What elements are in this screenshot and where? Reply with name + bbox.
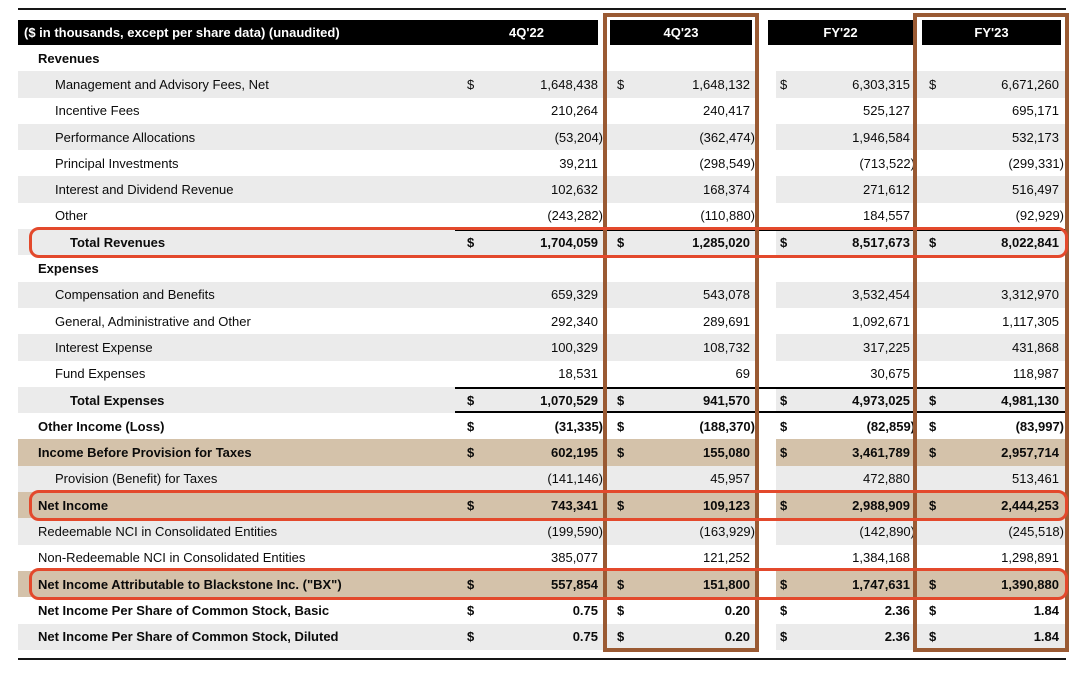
currency-symbol — [917, 150, 947, 176]
currency-symbol — [776, 176, 802, 202]
cell-value: 1,648,438 — [540, 76, 598, 92]
table-row — [18, 45, 1066, 71]
currency-symbol: $ — [780, 497, 788, 513]
cell-value: 532,173 — [1012, 129, 1059, 145]
currency-symbol — [455, 45, 483, 71]
column-gap — [757, 413, 776, 439]
cell-value: 431,868 — [1012, 339, 1059, 355]
currency-symbol — [776, 282, 802, 308]
currency-symbol — [455, 282, 483, 308]
currency-symbol: $ — [467, 576, 475, 592]
currency-symbol: $ — [917, 229, 947, 255]
currency-symbol — [455, 176, 483, 202]
cell-value: 6,303,315 — [852, 76, 910, 92]
table-row — [18, 229, 1066, 255]
cell-value: 8,022,841 — [947, 229, 1066, 255]
cell-value: 659,329 — [551, 287, 598, 303]
currency-symbol — [917, 124, 947, 150]
cell-value: 2.36 — [884, 629, 910, 645]
cell-value: (31,335) — [554, 418, 603, 434]
currency-symbol — [605, 255, 635, 281]
column-gap — [757, 545, 776, 571]
currency-symbol: $ — [929, 629, 937, 645]
currency-symbol: $ — [617, 76, 625, 92]
currency-symbol — [455, 518, 483, 544]
table-row — [18, 308, 1066, 334]
currency-symbol — [917, 334, 947, 360]
currency-symbol: $ — [617, 629, 625, 645]
currency-symbol — [917, 98, 947, 124]
cell-value: 292,340 — [551, 313, 598, 329]
currency-symbol — [776, 361, 802, 387]
currency-symbol: $ — [780, 629, 788, 645]
row-label: Incentive Fees — [55, 103, 140, 119]
table-body — [18, 45, 1066, 650]
currency-symbol — [917, 518, 947, 544]
cell-value: 210,264 — [551, 103, 598, 119]
column-gap — [757, 124, 776, 150]
currency-symbol — [917, 361, 947, 387]
table-row — [18, 98, 1066, 124]
column-gap — [757, 308, 776, 334]
currency-symbol — [455, 203, 483, 229]
currency-symbol: $ — [776, 387, 802, 413]
currency-symbol — [917, 282, 947, 308]
currency-symbol — [455, 98, 483, 124]
table-row — [18, 413, 1066, 439]
currency-symbol — [605, 545, 635, 571]
cell-value: 1.84 — [1033, 629, 1059, 645]
column-gap — [757, 282, 776, 308]
cell-value: 385,077 — [551, 550, 598, 566]
currency-symbol: $ — [917, 387, 947, 413]
currency-symbol: $ — [780, 76, 788, 92]
cell-value: (142,890) — [859, 523, 915, 539]
currency-symbol: $ — [467, 629, 475, 645]
cell-value: 0.75 — [572, 602, 598, 618]
table-row — [18, 545, 1066, 571]
column-gap — [757, 518, 776, 544]
column-gap — [757, 203, 776, 229]
currency-symbol — [605, 361, 635, 387]
cell-value: (298,549) — [699, 155, 755, 171]
currency-symbol — [776, 45, 802, 71]
table-row — [18, 361, 1066, 387]
cell-value — [483, 45, 605, 71]
cell-value: (243,282) — [547, 208, 603, 224]
currency-symbol: $ — [780, 418, 788, 434]
cell-value: 151,800 — [703, 576, 750, 592]
currency-symbol: $ — [929, 576, 937, 592]
table-row — [18, 282, 1066, 308]
cell-value: 941,570 — [635, 387, 757, 413]
cell-value: 1,117,305 — [1002, 313, 1059, 329]
currency-symbol: $ — [467, 445, 475, 461]
cell-value: 743,341 — [551, 497, 598, 513]
cell-value: (362,474) — [699, 129, 755, 145]
row-label: Other Income (Loss) — [38, 418, 165, 434]
cell-value: 3,461,789 — [852, 445, 910, 461]
currency-symbol — [455, 361, 483, 387]
row-label: Total Expenses — [70, 392, 165, 408]
column-header-fy22-cell — [776, 20, 917, 45]
cell-value: 602,195 — [551, 445, 598, 461]
currency-symbol: $ — [780, 576, 788, 592]
column-gap — [757, 176, 776, 202]
cell-value: 3,532,454 — [852, 287, 910, 303]
cell-value: 543,078 — [703, 287, 750, 303]
currency-symbol: $ — [617, 418, 625, 434]
currency-symbol — [776, 203, 802, 229]
cell-value: 109,123 — [703, 497, 750, 513]
row-label: Expenses — [38, 261, 99, 277]
table-row — [18, 439, 1066, 465]
currency-symbol — [917, 255, 947, 281]
column-header-fy23: FY'23 — [922, 20, 1061, 45]
column-gap — [757, 624, 776, 650]
currency-symbol: $ — [467, 418, 475, 434]
column-gap — [757, 387, 776, 413]
cell-value: 39,211 — [559, 155, 598, 171]
currency-symbol: $ — [455, 387, 483, 413]
row-label: Other — [55, 208, 88, 224]
cell-value: 2,444,253 — [1001, 497, 1059, 513]
cell-value: 3,312,970 — [1001, 287, 1059, 303]
currency-symbol — [917, 203, 947, 229]
cell-value: 69 — [735, 366, 750, 382]
currency-symbol — [605, 150, 635, 176]
cell-value: (163,929) — [699, 523, 755, 539]
cell-value: 168,374 — [703, 182, 750, 198]
cell-value: (110,880) — [700, 208, 755, 224]
currency-symbol: $ — [776, 229, 802, 255]
row-label: Compensation and Benefits — [55, 287, 215, 303]
cell-value: 118,987 — [1012, 366, 1059, 382]
column-gap — [757, 571, 776, 597]
column-gap — [757, 361, 776, 387]
currency-symbol: $ — [780, 602, 788, 618]
cell-value: 2,957,714 — [1001, 445, 1059, 461]
currency-symbol — [605, 308, 635, 334]
currency-symbol — [605, 45, 635, 71]
row-label: Net Income Per Share of Common Stock, Basic — [38, 602, 330, 618]
table-row — [18, 624, 1066, 650]
cell-value: (245,518) — [1008, 523, 1064, 539]
row-label: Net Income — [38, 497, 109, 513]
table-row — [18, 492, 1066, 518]
currency-symbol: $ — [617, 602, 625, 618]
currency-symbol — [455, 150, 483, 176]
currency-symbol: $ — [467, 76, 475, 92]
table-row — [18, 176, 1066, 202]
table-row — [18, 150, 1066, 176]
cell-value: 108,732 — [703, 339, 750, 355]
table-row — [18, 203, 1066, 229]
currency-symbol — [605, 124, 635, 150]
income-statement-table — [18, 8, 1066, 660]
currency-symbol — [605, 466, 635, 492]
cell-value: 271,612 — [863, 182, 910, 198]
cell-value: (82,859) — [866, 418, 915, 434]
column-header-4q22: 4Q'22 — [455, 20, 598, 45]
cell-value: 1,070,529 — [483, 387, 605, 413]
table-row — [18, 571, 1066, 597]
currency-symbol — [917, 466, 947, 492]
currency-symbol — [455, 308, 483, 334]
column-gap — [757, 229, 776, 255]
cell-value: 1,384,168 — [852, 550, 910, 566]
cell-value: (299,331) — [1008, 155, 1064, 171]
table-row — [18, 466, 1066, 492]
table-row — [18, 255, 1066, 281]
currency-symbol: $ — [929, 497, 937, 513]
bottom-divider — [18, 658, 1066, 660]
column-gap — [757, 334, 776, 360]
row-label: Fund Expenses — [55, 366, 146, 382]
column-gap — [757, 45, 776, 71]
row-label: Total Revenues — [70, 234, 166, 250]
currency-symbol: $ — [605, 229, 635, 255]
cell-value: 317,225 — [863, 339, 910, 355]
column-header-4q22-cell — [455, 20, 605, 45]
cell-value: 184,557 — [863, 208, 910, 224]
row-label: Revenues — [38, 50, 100, 66]
cell-value: 289,691 — [703, 313, 750, 329]
cell-value — [483, 255, 605, 281]
currency-symbol: $ — [467, 497, 475, 513]
column-gap — [757, 255, 776, 281]
row-label: Income Before Provision for Taxes — [38, 445, 252, 461]
currency-symbol — [776, 466, 802, 492]
cell-value — [802, 45, 917, 71]
row-label: Net Income Per Share of Common Stock, Diluted — [38, 629, 339, 645]
cell-value: (92,929) — [1015, 208, 1064, 224]
cell-value: 1,704,059 — [483, 229, 605, 255]
cell-value — [635, 255, 757, 281]
currency-symbol — [605, 282, 635, 308]
column-gap — [757, 597, 776, 623]
table-row — [18, 518, 1066, 544]
currency-symbol — [917, 308, 947, 334]
currency-symbol — [605, 176, 635, 202]
row-label: Redeemable NCI in Consolidated Entities — [38, 523, 278, 539]
row-label: Interest Expense — [55, 339, 153, 355]
cell-value: 0.20 — [724, 629, 750, 645]
currency-symbol: $ — [929, 445, 937, 461]
table-row — [18, 387, 1066, 413]
currency-symbol — [776, 255, 802, 281]
currency-symbol — [776, 545, 802, 571]
cell-value: 0.75 — [572, 629, 598, 645]
cell-value: 18,531 — [558, 366, 598, 382]
row-label: Provision (Benefit) for Taxes — [55, 471, 218, 487]
column-header-fy22: FY'22 — [768, 20, 913, 45]
currency-symbol — [917, 176, 947, 202]
currency-symbol: $ — [455, 229, 483, 255]
currency-symbol: $ — [929, 76, 937, 92]
currency-symbol — [455, 255, 483, 281]
cell-value — [947, 45, 1066, 71]
column-gap — [757, 439, 776, 465]
cell-value: 557,854 — [551, 576, 598, 592]
currency-symbol — [917, 545, 947, 571]
currency-symbol — [455, 545, 483, 571]
cell-value — [635, 45, 757, 71]
cell-value — [802, 255, 917, 281]
cell-value: 45,957 — [710, 471, 750, 487]
row-label: Non-Redeemable NCI in Consolidated Entities — [38, 550, 306, 566]
cell-value: 1,390,880 — [1001, 576, 1059, 592]
column-gap — [757, 98, 776, 124]
currency-symbol: $ — [929, 602, 937, 618]
table-row — [18, 334, 1066, 360]
currency-symbol: $ — [780, 445, 788, 461]
cell-value: 102,632 — [551, 182, 598, 198]
cell-value: (83,997) — [1015, 418, 1064, 434]
cell-value: 2,988,909 — [852, 497, 910, 513]
cell-value: 695,171 — [1012, 103, 1059, 119]
cell-value: 525,127 — [863, 103, 910, 119]
row-label: Management and Advisory Fees, Net — [55, 76, 269, 92]
cell-value: 100,329 — [551, 339, 598, 355]
cell-value: 513,461 — [1012, 471, 1059, 487]
currency-symbol: $ — [605, 387, 635, 413]
cell-value: (188,370) — [699, 418, 755, 434]
currency-symbol — [455, 124, 483, 150]
table-row — [18, 597, 1066, 623]
currency-symbol — [605, 518, 635, 544]
cell-value: 1,092,671 — [852, 313, 910, 329]
cell-value: 1,747,631 — [852, 576, 910, 592]
currency-symbol — [605, 334, 635, 360]
currency-symbol — [776, 98, 802, 124]
row-label: Net Income Attributable to Blackstone Inc. ("BX") — [38, 576, 342, 592]
column-gap — [757, 466, 776, 492]
cell-value: 155,080 — [703, 445, 750, 461]
cell-value: (713,522) — [859, 155, 915, 171]
table-row — [18, 124, 1066, 150]
currency-symbol: $ — [929, 418, 937, 434]
currency-symbol — [776, 124, 802, 150]
column-header-4q23: 4Q'23 — [610, 20, 752, 45]
currency-symbol — [776, 518, 802, 544]
cell-value: 0.20 — [724, 602, 750, 618]
cell-value — [947, 255, 1066, 281]
currency-symbol — [917, 45, 947, 71]
cell-value: 4,973,025 — [802, 387, 917, 413]
column-gap — [757, 71, 776, 97]
currency-symbol: $ — [467, 602, 475, 618]
table-row — [18, 71, 1066, 97]
cell-value: 1,298,891 — [1001, 550, 1059, 566]
cell-value: (199,590) — [547, 523, 603, 539]
cell-value: 240,417 — [703, 103, 750, 119]
column-gap — [757, 150, 776, 176]
cell-value: 6,671,260 — [1001, 76, 1059, 92]
table-title-cell: ($ in thousands, except per share data) (unaudited) — [18, 20, 455, 45]
column-header-4q23-cell — [605, 20, 757, 45]
column-gap — [757, 492, 776, 518]
cell-value: 1.84 — [1033, 602, 1059, 618]
currency-symbol — [605, 98, 635, 124]
cell-value: 4,981,130 — [947, 387, 1066, 413]
cell-value: 8,517,673 — [802, 229, 917, 255]
currency-symbol — [455, 334, 483, 360]
cell-value: 472,880 — [863, 471, 910, 487]
cell-value: 121,252 — [703, 550, 750, 566]
top-divider — [18, 8, 1066, 10]
cell-value: 30,675 — [870, 366, 910, 382]
cell-value: 1,648,132 — [692, 76, 750, 92]
row-label: Performance Allocations — [55, 129, 196, 145]
row-label: Principal Investments — [55, 155, 179, 171]
table-header-row — [18, 20, 1066, 45]
cell-value: 1,946,584 — [852, 129, 910, 145]
currency-symbol — [455, 466, 483, 492]
currency-symbol — [776, 150, 802, 176]
cell-value: 516,497 — [1012, 182, 1059, 198]
currency-symbol — [605, 203, 635, 229]
column-header-fy23-cell — [917, 20, 1066, 45]
cell-value: 2.36 — [884, 602, 910, 618]
currency-symbol: $ — [617, 497, 625, 513]
cell-value: (141,146) — [547, 471, 603, 487]
currency-symbol — [776, 308, 802, 334]
currency-symbol: $ — [617, 445, 625, 461]
cell-value: 1,285,020 — [635, 229, 757, 255]
row-label: General, Administrative and Other — [55, 313, 251, 329]
currency-symbol — [776, 334, 802, 360]
currency-symbol: $ — [617, 576, 625, 592]
row-label: Interest and Dividend Revenue — [55, 182, 234, 198]
cell-value: (53,204) — [554, 129, 603, 145]
